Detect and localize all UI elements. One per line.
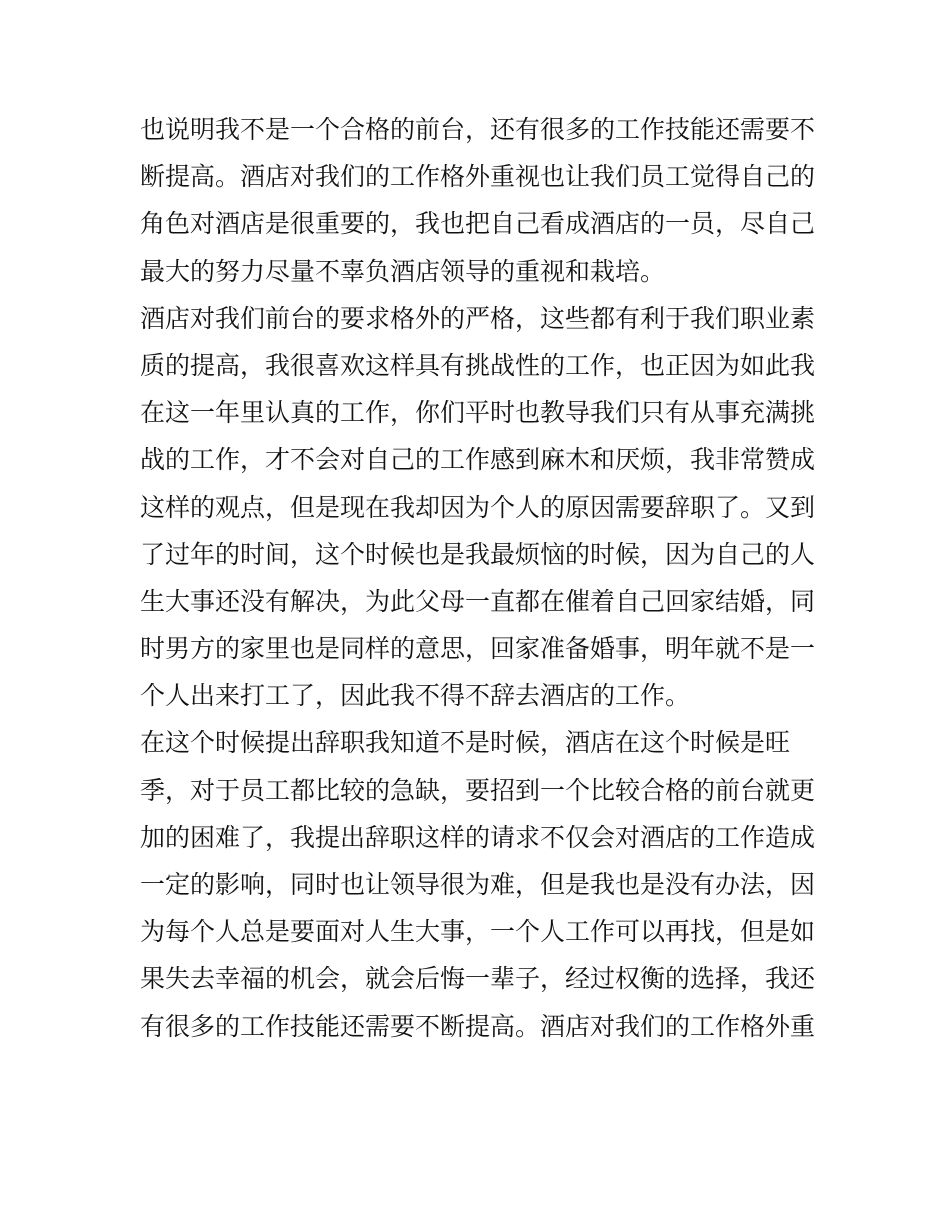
text-line: 时男方的家里也是同样的意思，回家准备婚事，明年就不是一 bbox=[140, 634, 816, 664]
body-text bbox=[140, 106, 820, 1050]
text-line: 了过年的时间，这个时候也是我最烦恼的时候，因为自己的人 bbox=[140, 539, 816, 569]
text-line: 有很多的工作技能还需要不断提高。酒店对我们的工作格外重 bbox=[140, 1011, 816, 1041]
text-line: 个人出来打工了，因此我不得不辞去酒店的工作。 bbox=[140, 681, 691, 711]
text-line: 生大事还没有解决，为此父母一直都在催着自己回家结婚，同 bbox=[140, 586, 816, 616]
text-line: 角色对酒店是很重要的，我也把自己看成酒店的一员，尽自己 bbox=[140, 209, 816, 239]
text-line: 在这个时候提出辞职我知道不是时候，酒店在这个时候是旺 bbox=[140, 728, 791, 758]
text-line: 一定的影响，同时也让领导很为难，但是我也是没有办法，因 bbox=[140, 870, 816, 899]
text-line: 在这一年里认真的工作，你们平时也教导我们只有从事充满挑 bbox=[140, 398, 816, 428]
text-line: 最大的努力尽量不辜负酒店领导的重视和栽培。 bbox=[140, 256, 666, 286]
text-line: 果失去幸福的机会，就会后悔一辈子，经过权衡的选择，我还 bbox=[140, 964, 816, 994]
text-line: 断提高。酒店对我们的工作格外重视也让我们员工觉得自己的 bbox=[140, 162, 816, 192]
text-line: 这样的观点，但是现在我却因为个人的原因需要辞职了。又到 bbox=[140, 492, 816, 522]
text-line: 季，对于员工都比较的急缺，要招到一个比较合格的前台就更 bbox=[140, 775, 816, 805]
text-line: 酒店对我们前台的要求格外的严格，这些都有利于我们职业素 bbox=[140, 303, 816, 333]
text-line: 战的工作，才不会对自己的工作感到麻木和厌烦，我非常赞成 bbox=[140, 445, 816, 475]
text-line: 质的提高，我很喜欢这样具有挑战性的工作，也正因为如此我 bbox=[140, 350, 816, 380]
text-line: 加的困难了，我提出辞职这样的请求不仅会对酒店的工作造成 bbox=[140, 822, 816, 852]
text-line: 为每个人总是要面对人生大事，一个人工作可以再找，但是如 bbox=[140, 917, 816, 947]
text-line: 也说明我不是一个合格的前台，还有很多的工作技能还需要不 bbox=[140, 115, 816, 144]
